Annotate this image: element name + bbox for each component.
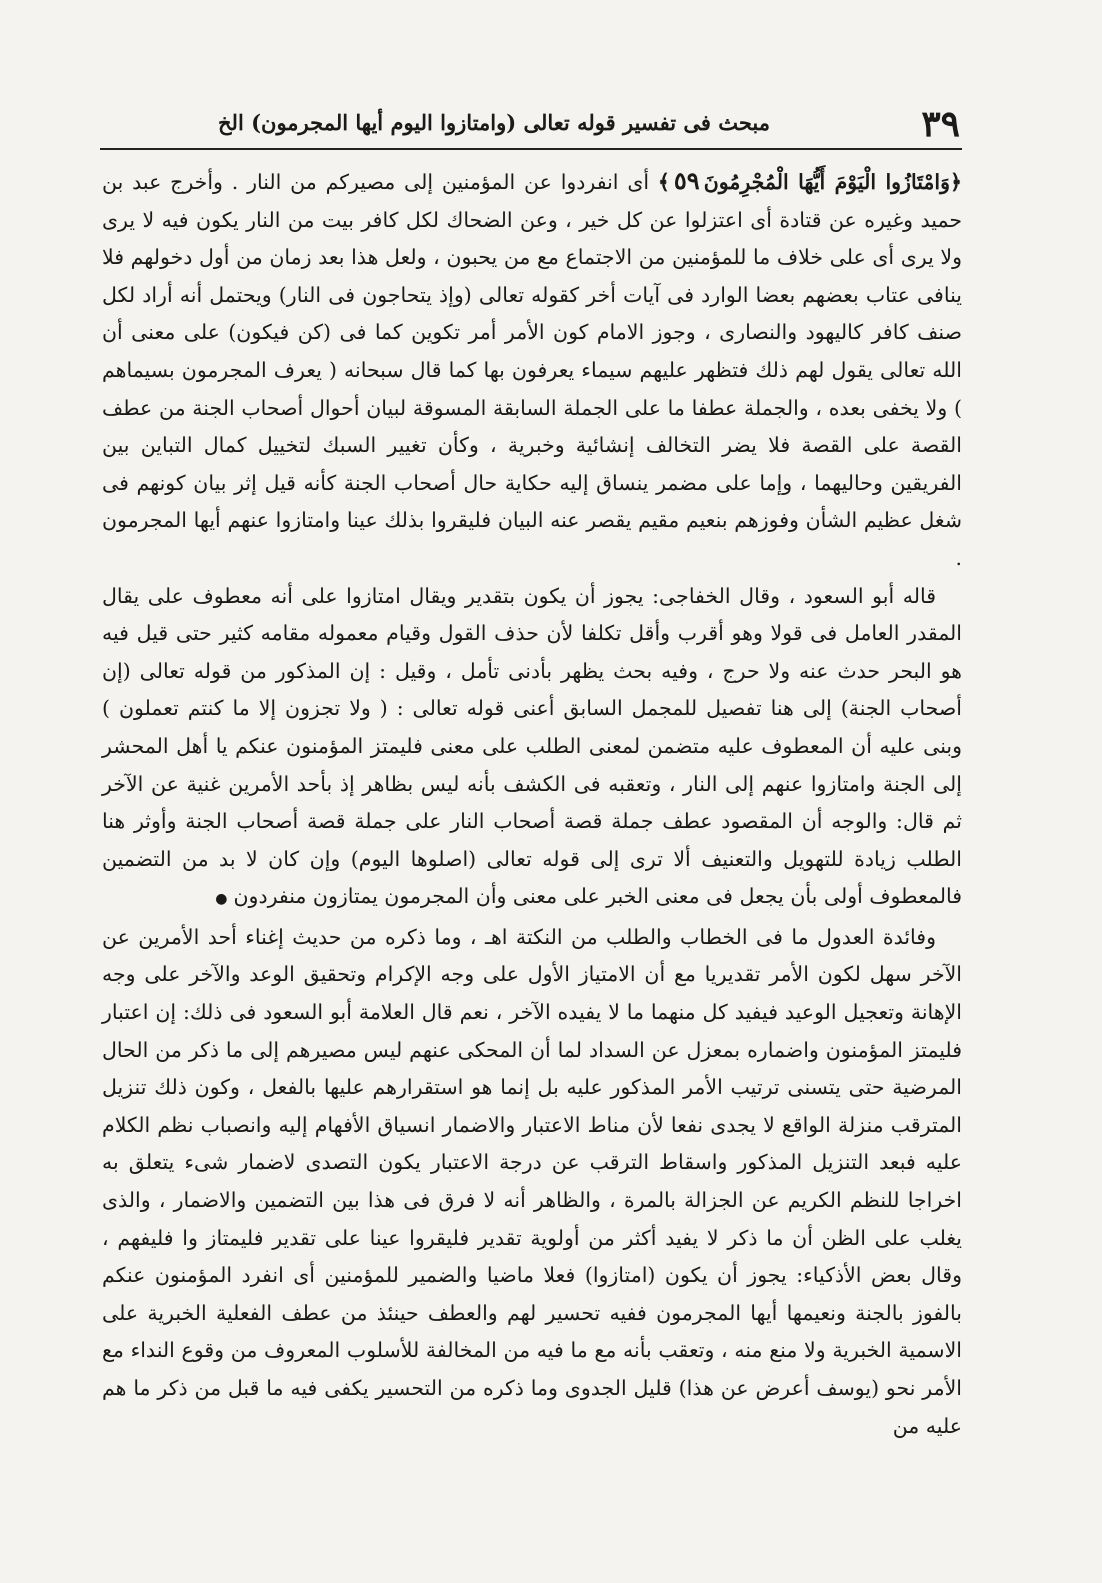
paragraph-2 [102,578,962,919]
page-number: ٣٩ [921,103,960,145]
paragraph-3 [102,919,962,1445]
header-rule [100,148,962,150]
paragraph-2-text: قاله أبو السعود ، وقال الخفاجى: يجوز أن يكون بتقدير ويقال امتازوا على أنه معطوف على يقال المقدر العامل فى قولا وهو أقرب وأقل تكلفا لأن حذف القول وقيام معموله مقامه كثير حتى قيل فيه هو البحر حدث عنه ولا حرج ، وفيه بحث يظهر بأدنى تأمل ، وقيل : إن المذكور من قوله تعالى (إن أصحاب الجنة) إلى هنا تفصيل للمجمل السابق أعنى قوله تعالى : ( ولا تجزون إلا ما كنتم تعملون ) وبنى عليه أن المعطوف عليه متضمن لمعنى الطلب على معنى فليمتز المؤمنون عنكم يا أهل المحشر إلى الجنة وامتازوا عنهم إلى النار ، وتعقبه فى الكشف بأنه ليس بظاهر إذ بأحد الأمرين غنية عن الآخر ثم قال: والوجه أن المقصود عطف جملة قصة أصحاب النار على جملة قصة أصحاب الجنة وأوثر هنا الطلب زيادة للتهويل والتعنيف ألا ترى إلى قوله تعالى (اصلوها اليوم) وإن كان لا بد من التضمين فالمعطوف أولى بأن يجعل فى معنى الخبر على معنى وأن المجرمون يمتازون منفردون [102,583,962,909]
paragraph-1-text: أى انفردوا عن المؤمنين إلى مصيركم من النار . وأخرج عبد بن حميد وغيره عن قتادة أى اعتزلوا عن كل خير ، وعن الضحاك لكل كافر بيت من النار يكون فيه لا يرى ولا يرى أى على خلاف ما للمؤمنين من الاجتماع مع من يحبون ، ولعل هذا بعد زمان من أول دخولهم فلا ينافى عتاب بعضهم بعضا الوارد فى آيات أخر كقوله تعالى (وإذ يتحاجون فى النار) ويحتمل أنه أراد لكل صنف كافر كاليهود والنصارى ، وجوز الامام كون الأمر أمر تكوين كما فى (كن فيكون) على معنى أن الله تعالى يقول لهم ذلك فتظهر عليهم سيماء يعرفون بها كما قال سبحانه ( يعرف المجرمون بسيماهم ) ولا يخفى بعده ، والجملة عطفا ما على الجملة السابقة المسوقة لبيان أحوال أصحاب الجنة من عطف القصة على القصة فلا يضر التخالف إنشائية وخبرية ، وكأن تغيير السبك لتخييل كمال التباين بين الفريقين وحاليهما ، وإما على مضمر ينساق إليه حكاية حال أصحاب الجنة كأنه قيل إثر بيان كونهم فى شغل عظيم الشأن وفوزهم بنعيم مقيم يقصر عنه البيان فليقروا بذلك عينا وامتازوا عنهم أيها المجرمون . [102,170,962,570]
paragraph-1 [102,162,962,578]
verse-number: ٥٩ [673,166,700,195]
body-text [102,162,962,1445]
paragraph-3-text: وفائدة العدول ما فى الخطاب والطلب من النكتة اهـ ، وما ذكره من حديث إغناء أحد الأمرين عن الآخر سهل لكون الأمر تقديريا مع أن الامتياز الأول على وجه الإكرام وتحقيق الوعد والآخر على وجه الإهانة وتعجيل الوعيد فيفيد كل منهما ما لا يفيده الآخر ، نعم قال العلامة أبو السعود فى ذلك: إن اعتبار فليمتز المؤمنون واضماره بمعزل عن السداد لما أن المحكى عنهم ليس مصيرهم إلى ما ذكر من الحال المرضية حتى يتسنى ترتيب الأمر المذكور عليه بل إنما هو استقرارهم عليها بالفعل ، وكون ذلك تنزيل المترقب منزلة الواقع لا يجدى نفعا لأن مناط الاعتبار والاضمار انسياق الأفهام إليه وانصباب نظم الكلام عليه فبعد التنزيل المذكور واسقاط الترقب عن درجة الاعتبار يكون التصدى لاضمار شىء يتعلق به اخراجا للنظم الكريم عن الجزالة بالمرة ، والظاهر أنه لا فرق فى هذا بين التضمين والاضمار ، والذى يغلب على الظن أن ما ذكر لا يفيد أكثر من أولوية تقدير فليقروا عينا على تقدير فليمتاز وا فليفهم ، وقال بعض الأذكياء: يجوز أن يكون (امتازوا) فعلا ماضيا والضمير للمؤمنين أى انفرد المؤمنون عنكم بالفوز بالجنة ونعيمها أيها المجرمون ففيه تحسير لهم والعطف حينئذ من عطف الفعلية الخبرية على الاسمية الخبرية ولا منع منه ، وتعقب بأنه مع ما فيه من المخالفة للأسلوب المعروف من وقوع النداء مع الأمر نحو (يوسف أعرض عن هذا) قليل الجدوى وما ذكره من التحسير يكفى فيه ما قبل من ذكر ما هم عليه من [102,924,962,1438]
verse-close-bracket: ﴾ [657,170,670,194]
quran-verse: ﴿وَامْتَازُوا الْيَوْمَ أَيُّهَا الْمُجْرِمُونَ [703,170,962,194]
running-title: مبحث فى تفسير قوله تعالى (وامتازوا اليوم أيها المجرمون) الخ [218,110,770,135]
end-mark-icon: ● [215,891,228,908]
page-header [100,102,960,146]
